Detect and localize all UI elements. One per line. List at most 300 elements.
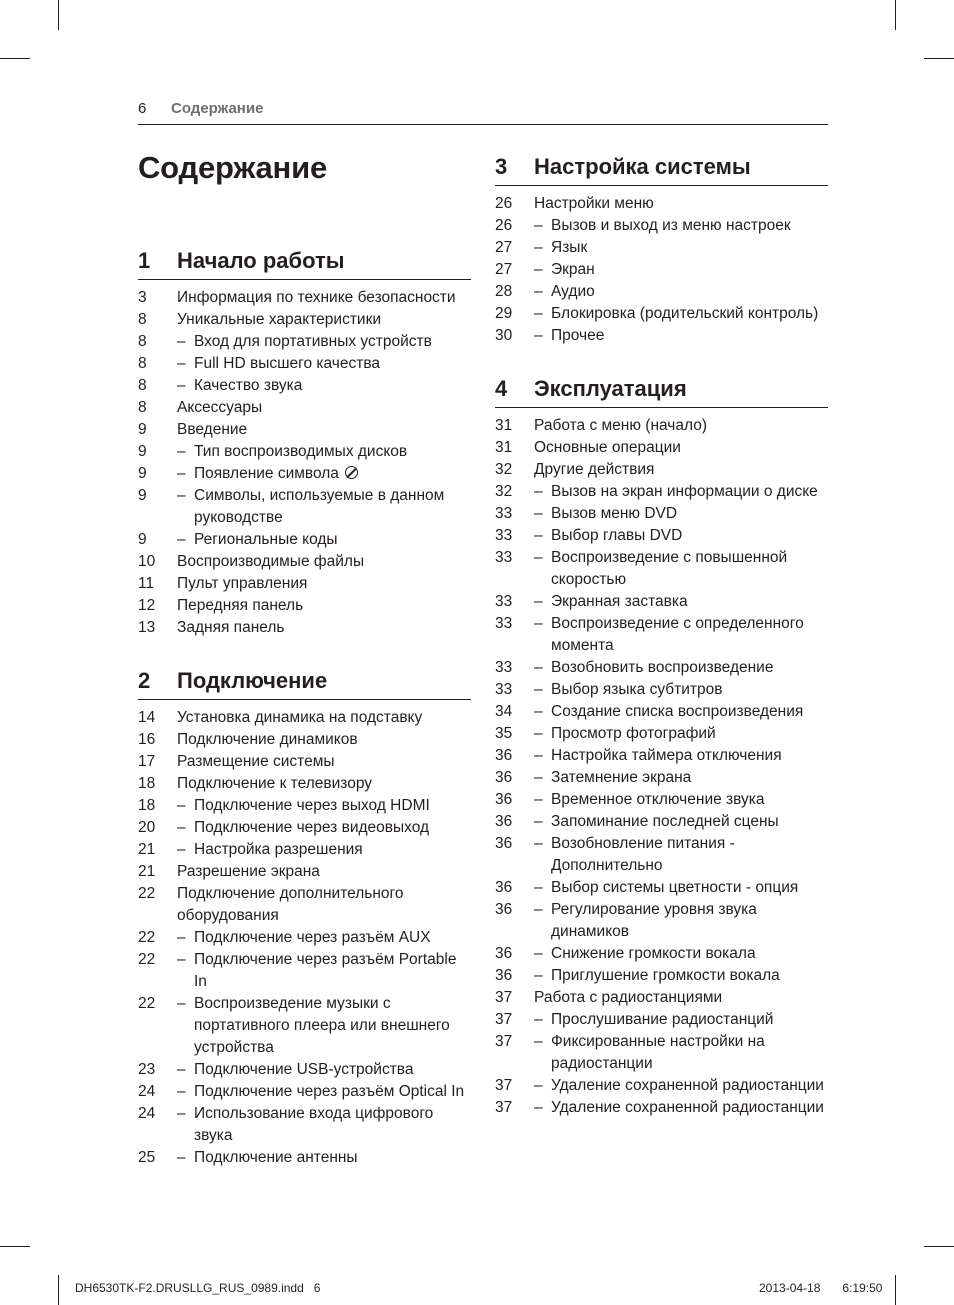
toc-page-number: 3 bbox=[138, 289, 147, 306]
toc-page-number: 17 bbox=[138, 753, 156, 770]
toc-entry-label: Тип воспроизводимых дисков bbox=[194, 443, 408, 460]
toc-entry-label: Затемнение экрана bbox=[551, 769, 692, 786]
toc-subentry[interactable] bbox=[138, 529, 471, 551]
toc-entry[interactable] bbox=[138, 751, 471, 773]
toc-page-number: 33 bbox=[495, 593, 513, 610]
toc-page-number: 37 bbox=[495, 1033, 513, 1050]
toc-entry[interactable] bbox=[138, 729, 471, 751]
section-title: Эксплуатация bbox=[534, 376, 687, 401]
toc-entry[interactable] bbox=[495, 193, 828, 215]
toc-entry-text bbox=[534, 259, 828, 281]
toc-page-number: 33 bbox=[495, 505, 513, 522]
toc-subentry[interactable] bbox=[495, 1075, 828, 1097]
toc-entry-text bbox=[177, 1059, 471, 1081]
toc-entry-label: Вызов на экран информации о диске bbox=[551, 483, 818, 500]
toc-entry-label: Воспроизведение с повышенной скоростью bbox=[551, 549, 788, 588]
toc-entry-text bbox=[177, 573, 471, 595]
toc-entry-text bbox=[534, 1031, 828, 1075]
toc-entry[interactable] bbox=[495, 987, 828, 1009]
toc-page-number: 33 bbox=[495, 659, 513, 676]
print-date: 2013-04-18 bbox=[759, 1281, 821, 1295]
toc-entry-label: Появление символа bbox=[194, 465, 339, 482]
toc-entry-label: Подключение к телевизору bbox=[177, 775, 373, 792]
toc-entry-label: Full HD высшего качества bbox=[194, 355, 381, 372]
toc-subentry[interactable] bbox=[495, 481, 828, 503]
toc-entry-label: Регулирование уровня звука динамиков bbox=[551, 901, 757, 940]
toc-entry-text bbox=[534, 679, 828, 701]
toc-page-number: 29 bbox=[495, 305, 513, 322]
toc-entry-text bbox=[534, 481, 828, 503]
toc-entry-text bbox=[177, 1081, 471, 1103]
toc-page-number: 24 bbox=[138, 1105, 156, 1122]
running-header bbox=[138, 100, 263, 117]
crop-mark bbox=[895, 0, 896, 30]
toc-entry-text bbox=[534, 281, 828, 303]
toc-page-number: 12 bbox=[138, 597, 156, 614]
toc-subentry[interactable] bbox=[138, 353, 471, 375]
toc-subentry[interactable] bbox=[495, 877, 828, 899]
toc-entry-label: Фиксированные настройки на радиостанции bbox=[551, 1033, 765, 1072]
toc-entry-label: Пульт управления bbox=[177, 575, 308, 592]
toc-entry-text bbox=[177, 375, 471, 397]
toc-entry-text bbox=[177, 773, 471, 795]
toc-page-number: 28 bbox=[495, 283, 513, 300]
toc-entry-label: Другие действия bbox=[534, 461, 655, 478]
toc-entry-text bbox=[534, 811, 828, 833]
toc-entry[interactable] bbox=[138, 419, 471, 441]
toc-entry-label: Подключение через разъём Optical In bbox=[194, 1083, 465, 1100]
toc-entry-label: Создание списка воспроизведения bbox=[551, 703, 804, 720]
toc-subentry[interactable] bbox=[495, 325, 828, 347]
toc-entry-text bbox=[534, 833, 828, 877]
page-title: Содержание bbox=[138, 150, 327, 185]
toc-entry-label: Вход для портативных устройств bbox=[194, 333, 432, 350]
crop-mark bbox=[924, 58, 954, 59]
toc-subentry[interactable] bbox=[138, 927, 471, 949]
toc-page-number: 31 bbox=[495, 439, 513, 456]
toc-subentry[interactable] bbox=[138, 441, 471, 463]
toc-entry-text bbox=[177, 287, 471, 309]
toc-page-number: 18 bbox=[138, 775, 156, 792]
toc-entry-label: Прочее bbox=[551, 327, 605, 344]
toc-page-number: 18 bbox=[138, 797, 156, 814]
toc-page-number: 9 bbox=[138, 531, 147, 548]
header-page-number: 6 bbox=[138, 100, 147, 117]
toc-page-number: 32 bbox=[495, 483, 513, 500]
toc-entry-text bbox=[534, 943, 828, 965]
toc-page-number: 20 bbox=[138, 819, 156, 836]
toc-entry-text bbox=[534, 899, 828, 943]
section-heading bbox=[495, 154, 828, 186]
toc-entry-label: Уникальные характеристики bbox=[177, 311, 382, 328]
toc-entry-text bbox=[177, 1147, 471, 1169]
toc-subentry[interactable] bbox=[495, 503, 828, 525]
toc-entry-label: Информация по технике безопасности bbox=[177, 289, 456, 306]
toc-entries bbox=[138, 707, 471, 1169]
toc-entry-label: Экранная заставка bbox=[551, 593, 688, 610]
toc-section bbox=[138, 248, 471, 639]
toc-page-number: 27 bbox=[495, 261, 513, 278]
toc-entry-text bbox=[534, 1075, 828, 1097]
toc-entry[interactable] bbox=[138, 707, 471, 729]
toc-section bbox=[495, 376, 828, 1119]
toc-entry[interactable] bbox=[138, 397, 471, 419]
toc-subentry[interactable] bbox=[495, 303, 828, 325]
toc-page-number: 27 bbox=[495, 239, 513, 256]
toc-column-right bbox=[495, 154, 828, 1148]
toc-entry[interactable] bbox=[495, 415, 828, 437]
toc-page-number: 36 bbox=[495, 747, 513, 764]
toc-entry-text bbox=[177, 419, 471, 441]
toc-entry-text bbox=[177, 927, 471, 949]
section-heading bbox=[138, 248, 471, 280]
section-title: Подключение bbox=[177, 668, 328, 693]
toc-entry[interactable] bbox=[138, 595, 471, 617]
toc-page-number: 14 bbox=[138, 709, 156, 726]
toc-page-number: 13 bbox=[138, 619, 156, 636]
section-number: 2 bbox=[138, 668, 151, 693]
toc-entry-label: Экран bbox=[551, 261, 595, 278]
toc-entry-text bbox=[534, 525, 828, 547]
toc-entry-text bbox=[534, 701, 828, 723]
print-time: 6:19:50 bbox=[842, 1281, 883, 1295]
toc-entry-text bbox=[177, 839, 471, 861]
toc-entry-text bbox=[177, 993, 471, 1059]
toc-page-number: 33 bbox=[495, 681, 513, 698]
toc-subentry[interactable] bbox=[495, 657, 828, 679]
toc-page-number: 8 bbox=[138, 355, 147, 372]
toc-subentry[interactable] bbox=[495, 899, 828, 943]
toc-entry-text bbox=[534, 657, 828, 679]
toc-entry-text bbox=[177, 397, 471, 419]
toc-entry[interactable] bbox=[138, 861, 471, 883]
toc-entry-text bbox=[534, 459, 828, 481]
toc-page-number: 36 bbox=[495, 967, 513, 984]
toc-page-number: 37 bbox=[495, 1099, 513, 1116]
toc-subentry[interactable] bbox=[138, 485, 471, 529]
toc-page-number: 22 bbox=[138, 885, 156, 902]
toc-entry-label: Удаление сохраненной радиостанции bbox=[551, 1077, 824, 1094]
toc-subentry[interactable] bbox=[138, 463, 471, 485]
toc-subentry[interactable] bbox=[495, 767, 828, 789]
toc-entry[interactable] bbox=[138, 773, 471, 795]
toc-entry-label: Работа с радиостанциями bbox=[534, 989, 723, 1006]
toc-section bbox=[495, 154, 828, 347]
toc-entry-label: Введение bbox=[177, 421, 248, 438]
toc-entry[interactable] bbox=[138, 287, 471, 309]
toc-page-number: 9 bbox=[138, 465, 147, 482]
crop-mark bbox=[58, 0, 59, 30]
section-number: 4 bbox=[495, 376, 508, 401]
toc-subentry[interactable] bbox=[495, 723, 828, 745]
toc-entry-text bbox=[177, 595, 471, 617]
toc-page-number: 33 bbox=[495, 527, 513, 544]
toc-entry-label: Вызов и выход из меню настроек bbox=[551, 217, 791, 234]
toc-page-number: 26 bbox=[495, 217, 513, 234]
section-title: Начало работы bbox=[177, 248, 345, 273]
toc-entry-label: Настройки меню bbox=[534, 195, 654, 212]
toc-subentry[interactable] bbox=[138, 795, 471, 817]
toc-page-number: 35 bbox=[495, 725, 513, 742]
toc-section bbox=[138, 668, 471, 1169]
toc-entry-label: Воспроизведение с определенного момента bbox=[551, 615, 804, 654]
toc-entry-label: Воспроизводимые файлы bbox=[177, 553, 365, 570]
toc-page-number: 11 bbox=[138, 575, 155, 592]
toc-entry-text bbox=[534, 723, 828, 745]
toc-subentry[interactable] bbox=[495, 943, 828, 965]
toc-entry[interactable] bbox=[495, 437, 828, 459]
toc-entry-text bbox=[177, 463, 471, 485]
toc-entry-label: Подключение через видеовыход bbox=[194, 819, 430, 836]
toc-entry[interactable] bbox=[495, 459, 828, 481]
toc-entry-text bbox=[177, 729, 471, 751]
toc-entry-label: Подключение дополнительного оборудования bbox=[177, 885, 404, 924]
toc-entry-label: Основные операции bbox=[534, 439, 681, 456]
toc-entry-text bbox=[534, 877, 828, 899]
toc-entry-label: Приглушение громкости вокала bbox=[551, 967, 780, 984]
toc-subentry[interactable] bbox=[495, 525, 828, 547]
toc-entry-label: Установка динамика на подставку bbox=[177, 709, 423, 726]
toc-entry-label: Региональные коды bbox=[194, 531, 338, 548]
toc-subentry[interactable] bbox=[495, 259, 828, 281]
toc-entry-label: Использование входа цифрового звука bbox=[194, 1105, 434, 1144]
toc-page-number: 34 bbox=[495, 703, 513, 720]
toc-subentry[interactable] bbox=[495, 1031, 828, 1075]
toc-entry-text bbox=[177, 817, 471, 839]
toc-subentry[interactable] bbox=[138, 817, 471, 839]
toc-entry-text bbox=[534, 193, 828, 215]
toc-subentry[interactable] bbox=[138, 1103, 471, 1147]
toc-entry-label: Возобновить воспроизведение bbox=[551, 659, 774, 676]
toc-page-number: 37 bbox=[495, 1011, 513, 1028]
toc-entry-text bbox=[177, 353, 471, 375]
toc-entry-label: Удаление сохраненной радиостанции bbox=[551, 1099, 824, 1116]
toc-entry-text bbox=[534, 987, 828, 1009]
print-slug-file: DH6530TK-F2.DRUSLLG_RUS_0989.indd 6 bbox=[75, 1281, 321, 1295]
toc-entry-label: Запоминание последней сцены bbox=[551, 813, 779, 830]
toc-page-number: 21 bbox=[138, 863, 156, 880]
toc-page-number: 33 bbox=[495, 615, 513, 632]
toc-page-number: 36 bbox=[495, 791, 513, 808]
toc-subentry[interactable] bbox=[138, 375, 471, 397]
toc-entry-label: Временное отключение звука bbox=[551, 791, 765, 808]
toc-entry[interactable] bbox=[138, 309, 471, 331]
toc-page-number: 32 bbox=[495, 461, 513, 478]
toc-entry-label: Задняя панель bbox=[177, 619, 285, 636]
toc-subentry[interactable] bbox=[495, 679, 828, 701]
toc-page-number: 36 bbox=[495, 945, 513, 962]
toc-entry-label: Снижение громкости вокала bbox=[551, 945, 756, 962]
header-rule bbox=[138, 124, 828, 125]
section-number: 3 bbox=[495, 154, 508, 179]
toc-entry-label: Подключение USB-устройства bbox=[194, 1061, 414, 1078]
toc-entry-text bbox=[177, 751, 471, 773]
toc-entries bbox=[495, 415, 828, 1119]
toc-entries bbox=[138, 287, 471, 639]
toc-entry-label: Настройка таймера отключения bbox=[551, 747, 782, 764]
toc-entry-text bbox=[177, 551, 471, 573]
toc-subentry[interactable] bbox=[138, 1081, 471, 1103]
toc-page-number: 8 bbox=[138, 377, 147, 394]
toc-page-number: 9 bbox=[138, 421, 147, 438]
toc-entry-text bbox=[534, 745, 828, 767]
toc-subentry[interactable] bbox=[138, 1147, 471, 1169]
toc-page-number: 36 bbox=[495, 835, 513, 852]
toc-entry-text bbox=[177, 883, 471, 927]
toc-entry-text bbox=[534, 503, 828, 525]
toc-entry-text bbox=[534, 303, 828, 325]
toc-page-number: 25 bbox=[138, 1149, 156, 1166]
toc-page-number: 37 bbox=[495, 1077, 513, 1094]
toc-page-number: 37 bbox=[495, 989, 513, 1006]
toc-page-number: 22 bbox=[138, 951, 156, 968]
toc-subentry[interactable] bbox=[495, 613, 828, 657]
toc-subentry[interactable] bbox=[495, 789, 828, 811]
toc-entry-label: Передняя панель bbox=[177, 597, 304, 614]
toc-entry-label: Просмотр фотографий bbox=[551, 725, 716, 742]
toc-subentry[interactable] bbox=[495, 547, 828, 591]
toc-entry-text bbox=[534, 325, 828, 347]
toc-entry-label: Качество звука bbox=[194, 377, 303, 394]
toc-entry[interactable] bbox=[138, 883, 471, 927]
toc-entry-label: Прослушивание радиостанций bbox=[551, 1011, 774, 1028]
toc-entry-label: Подключение через разъём AUX bbox=[194, 929, 431, 946]
toc-subentry[interactable] bbox=[138, 331, 471, 353]
toc-entry-label: Выбор языка субтитров bbox=[551, 681, 723, 698]
toc-entry-label: Работа с меню (начало) bbox=[534, 417, 707, 434]
toc-entry-label: Выбор системы цветности - опция bbox=[551, 879, 799, 896]
toc-subentry[interactable] bbox=[495, 215, 828, 237]
section-heading bbox=[138, 668, 471, 700]
section-title: Настройка системы bbox=[534, 154, 751, 179]
toc-page-number: 16 bbox=[138, 731, 156, 748]
toc-entry-text bbox=[177, 485, 471, 529]
print-slug-timestamp bbox=[759, 1281, 882, 1295]
toc-subentry[interactable] bbox=[495, 591, 828, 613]
toc-entry-text bbox=[534, 789, 828, 811]
toc-page-number: 36 bbox=[495, 769, 513, 786]
toc-page-number: 36 bbox=[495, 879, 513, 896]
toc-entries bbox=[495, 193, 828, 347]
toc-subentry[interactable] bbox=[495, 745, 828, 767]
toc-subentry[interactable] bbox=[495, 833, 828, 877]
toc-entry-text bbox=[534, 613, 828, 657]
toc-entry-label: Язык bbox=[551, 239, 588, 256]
toc-entry-text bbox=[177, 309, 471, 331]
toc-entry-label: Воспроизведение музыки с портативного плеера или внешнего устройства bbox=[194, 995, 450, 1056]
toc-entry-text bbox=[534, 415, 828, 437]
toc-entry-label: Вызов меню DVD bbox=[551, 505, 678, 522]
toc-page-number: 9 bbox=[138, 487, 147, 504]
toc-page-number: 26 bbox=[495, 195, 513, 212]
toc-entry-text bbox=[534, 215, 828, 237]
toc-entry-label: Настройка разрешения bbox=[194, 841, 363, 858]
toc-entry-text bbox=[177, 861, 471, 883]
toc-entry-text bbox=[534, 1009, 828, 1031]
toc-entry-label: Подключение через выход HDMI bbox=[194, 797, 430, 814]
toc-page-number: 8 bbox=[138, 333, 147, 350]
toc-entry-text bbox=[534, 237, 828, 259]
toc-entry[interactable] bbox=[138, 573, 471, 595]
toc-entry-text bbox=[534, 1097, 828, 1119]
header-running-title: Содержание bbox=[171, 100, 264, 117]
toc-page-number: 8 bbox=[138, 311, 147, 328]
toc-subentry[interactable] bbox=[495, 811, 828, 833]
toc-entry-label: Блокировка (родительский контроль) bbox=[551, 305, 819, 322]
toc-entry-label: Подключение динамиков bbox=[177, 731, 358, 748]
toc-subentry[interactable] bbox=[495, 1009, 828, 1031]
toc-entry-label: Подключение через разъём Portable In bbox=[194, 951, 457, 990]
toc-subentry[interactable] bbox=[495, 701, 828, 723]
toc-entry-text bbox=[177, 529, 471, 551]
toc-page-number: 36 bbox=[495, 813, 513, 830]
toc-page-number: 24 bbox=[138, 1083, 156, 1100]
toc-entry-label: Размещение системы bbox=[177, 753, 335, 770]
toc-subentry[interactable] bbox=[138, 949, 471, 993]
toc-entry-text bbox=[534, 767, 828, 789]
toc-entry-label: Подключение антенны bbox=[194, 1149, 358, 1166]
toc-entry-text bbox=[177, 441, 471, 463]
toc-entry-label: Аудио bbox=[551, 283, 595, 300]
toc-page-number: 9 bbox=[138, 443, 147, 460]
toc-entry-text bbox=[534, 591, 828, 613]
toc-entry-label: Аксессуары bbox=[177, 399, 263, 416]
toc-page-number: 22 bbox=[138, 929, 156, 946]
toc-subentry[interactable] bbox=[138, 839, 471, 861]
crop-mark bbox=[0, 1246, 30, 1247]
toc-subentry[interactable] bbox=[138, 993, 471, 1059]
toc-subentry[interactable] bbox=[138, 1059, 471, 1081]
toc-entry[interactable] bbox=[138, 551, 471, 573]
toc-entry-text bbox=[177, 949, 471, 993]
toc-entry-text bbox=[534, 547, 828, 591]
toc-page-number: 36 bbox=[495, 901, 513, 918]
crop-mark bbox=[0, 58, 30, 59]
toc-entry-label: Символы, используемые в данном руководстве bbox=[194, 487, 445, 526]
toc-entry-text bbox=[534, 965, 828, 987]
section-number: 1 bbox=[138, 248, 151, 273]
toc-entry-text bbox=[177, 707, 471, 729]
toc-entry[interactable] bbox=[138, 617, 471, 639]
toc-page-number: 8 bbox=[138, 399, 147, 416]
toc-page-number: 33 bbox=[495, 549, 513, 566]
toc-entry-label: Выбор главы DVD bbox=[551, 527, 683, 544]
toc-page-number: 23 bbox=[138, 1061, 156, 1078]
toc-page-number: 10 bbox=[138, 553, 156, 570]
toc-subentry[interactable] bbox=[495, 1097, 828, 1119]
toc-entry-text bbox=[177, 795, 471, 817]
toc-subentry[interactable] bbox=[495, 281, 828, 303]
toc-entry-label: Разрешение экрана bbox=[177, 863, 320, 880]
toc-subentry[interactable] bbox=[495, 965, 828, 987]
toc-page-number: 31 bbox=[495, 417, 513, 434]
crop-mark bbox=[924, 1246, 954, 1247]
toc-subentry[interactable] bbox=[495, 237, 828, 259]
toc-page-number: 22 bbox=[138, 995, 156, 1012]
toc-page-number: 30 bbox=[495, 327, 513, 344]
toc-entry-text bbox=[177, 1103, 471, 1147]
crop-mark bbox=[895, 1275, 896, 1305]
toc-entry-text bbox=[534, 437, 828, 459]
prohibit-icon bbox=[345, 466, 358, 479]
toc-entry-label: Возобновление питания - Дополнительно bbox=[551, 835, 735, 874]
section-heading bbox=[495, 376, 828, 408]
toc-entry-text bbox=[177, 617, 471, 639]
toc-column-left bbox=[138, 248, 471, 1198]
crop-mark bbox=[58, 1275, 59, 1305]
toc-page-number: 21 bbox=[138, 841, 156, 858]
toc-entry-text bbox=[177, 331, 471, 353]
